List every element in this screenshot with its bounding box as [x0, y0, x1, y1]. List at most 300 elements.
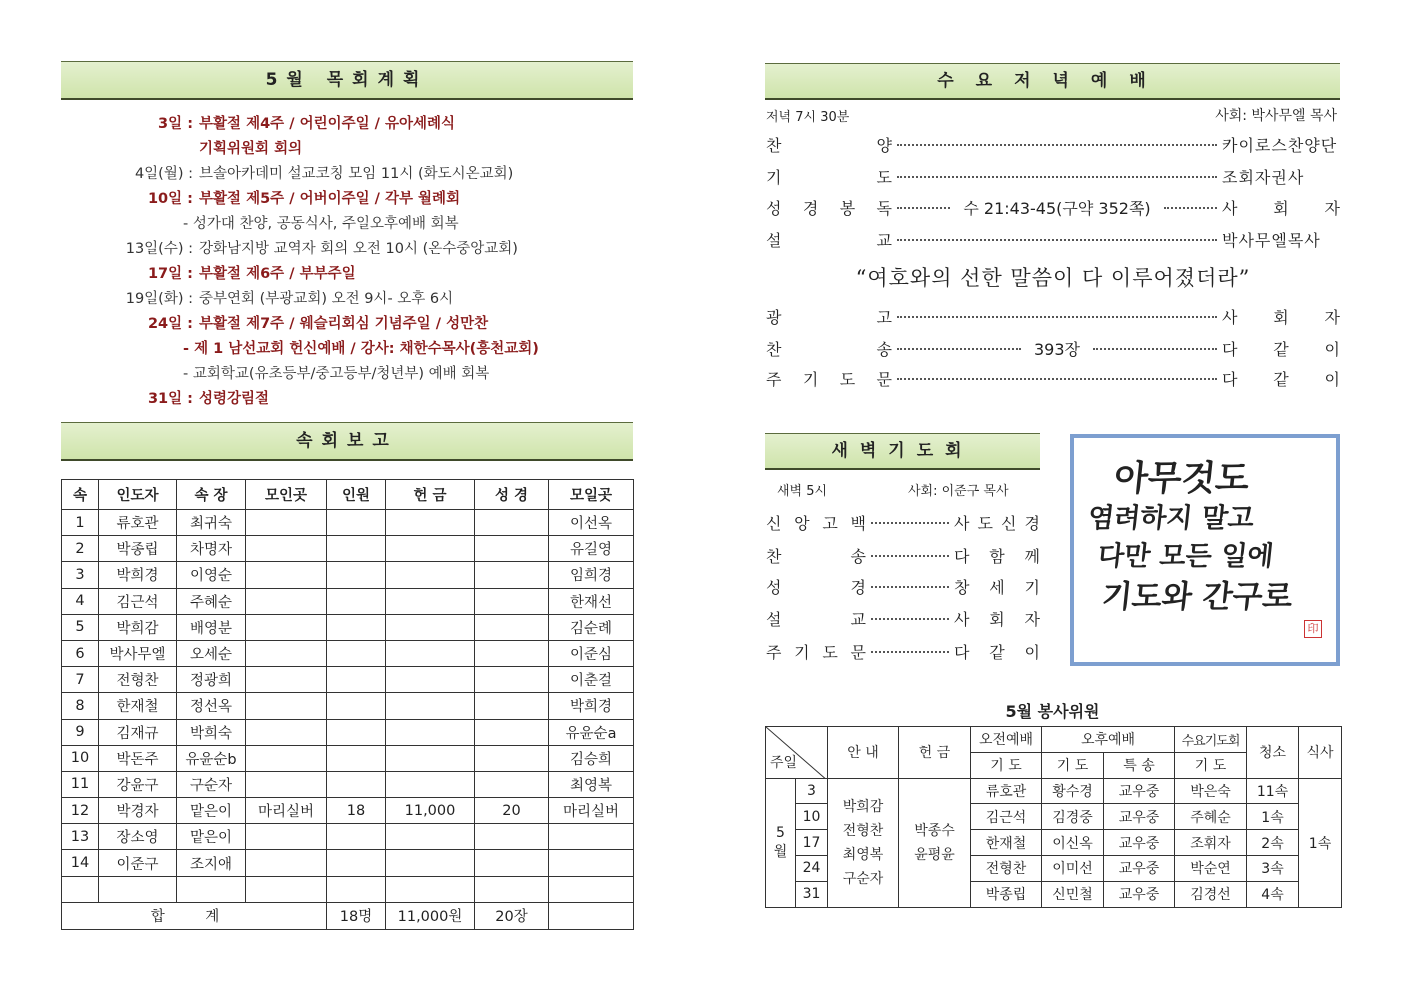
table-cell: 박종립: [99, 536, 177, 562]
table-cell: [327, 824, 386, 850]
dawn-label: 성 경: [766, 578, 866, 597]
morning-prayer-cell: 전형찬: [971, 855, 1042, 881]
order-value: 사 회 자: [1222, 199, 1341, 218]
table-cell: [475, 588, 549, 614]
dawn-row: [766, 575, 1040, 598]
plan-item-date: 24일 :: [147, 316, 193, 332]
wed-prayer-cell: 박순연: [1175, 855, 1247, 881]
date-cell: 3: [796, 778, 828, 804]
afternoon-prayer-cell: 이신옥: [1042, 830, 1104, 856]
leader-dots: [897, 348, 1021, 350]
dawn-label: 신 앙 고 백: [766, 514, 866, 533]
dawn-value: 창 세 기: [954, 578, 1040, 597]
dawn-label: 주 기 도 문: [766, 643, 866, 662]
table-cell: 7: [62, 667, 99, 693]
plan-item-date: 3일 :: [158, 116, 193, 132]
plan-item: [61, 237, 518, 258]
table-cell: 강윤구: [99, 771, 177, 797]
table-cell: 맡은이: [177, 824, 246, 850]
plan-item-date: 17일 :: [147, 266, 193, 282]
table-cell: [246, 510, 327, 536]
table-row: [62, 562, 634, 588]
table-cell: 한재철: [99, 693, 177, 719]
table-cell: 박희감: [99, 614, 177, 640]
table-cell: [327, 562, 386, 588]
special-song-cell: 교우중: [1104, 830, 1175, 856]
table-cell: [475, 614, 549, 640]
table-cell: 박돈주: [99, 745, 177, 771]
plan-item-date: 13일(수) :: [125, 241, 193, 257]
morning-prayer-cell: 박종립: [971, 881, 1042, 907]
table-cell: 12: [62, 798, 99, 824]
table-cell: 이영순: [177, 562, 246, 588]
table-cell: [99, 876, 177, 902]
volunteer-title: 5월 봉사위원: [1005, 702, 1100, 721]
table-cell: 박사무엘: [99, 640, 177, 666]
table-cell: 최영복: [549, 771, 634, 797]
plan-item: [61, 162, 513, 183]
table-cell: [386, 876, 475, 902]
table-cell: 11: [62, 771, 99, 797]
table-row: [62, 745, 634, 771]
table-cell: 박경자: [99, 798, 177, 824]
order-value: 카이로스찬양단: [1222, 136, 1338, 155]
plan-item-date: 10일 :: [147, 191, 193, 207]
order-label: 찬 송: [766, 340, 892, 359]
plan-item: [61, 262, 356, 283]
table-row: [62, 850, 634, 876]
table-cell: [246, 850, 327, 876]
plan-item: [61, 187, 460, 208]
table-cell: [549, 876, 634, 902]
week-header: 주일: [770, 754, 798, 771]
dawn-label: 설 교: [766, 610, 866, 629]
table-cell: 정광희: [177, 667, 246, 693]
leader-dots: [871, 651, 949, 653]
col-header: 인도자: [99, 480, 177, 510]
sermon-title: “여호와의 선한 말씀이 다 이루어졌더라”: [855, 266, 1251, 290]
table-row: [62, 510, 634, 536]
table-cell: [475, 640, 549, 666]
table-cell: 박희경: [549, 693, 634, 719]
prayer-header: 기 도: [1042, 752, 1104, 778]
report-title-bar: [61, 422, 633, 461]
afternoon-prayer-cell: 신민철: [1042, 881, 1104, 907]
order-label: 광 고: [766, 308, 892, 327]
table-cell: [386, 693, 475, 719]
total-people: 18명: [327, 902, 386, 929]
table-cell: 마리실버: [246, 798, 327, 824]
order-detail: 393장: [1034, 340, 1080, 359]
table-cell: [475, 745, 549, 771]
month-cell: 5 월: [766, 778, 796, 907]
plan-item-text: - 교회학교(유초등부/중고등부/청년부) 예배 회복: [183, 366, 490, 382]
table-cell: 18: [327, 798, 386, 824]
guide-header: 안 내: [828, 727, 899, 779]
table-cell: [246, 693, 327, 719]
table-cell: 최귀숙: [177, 510, 246, 536]
table-cell: [386, 614, 475, 640]
table-cell: 5: [62, 614, 99, 640]
table-cell: [246, 614, 327, 640]
table-row: [62, 771, 634, 797]
leader-dots: [871, 522, 949, 524]
plan-item: [61, 137, 302, 158]
leader-dots: [871, 618, 949, 620]
table-cell: 장소영: [99, 824, 177, 850]
date-cell: 10: [796, 804, 828, 830]
order-value: 다 같 이: [1222, 340, 1340, 359]
plan-title: 5월 목회계획: [265, 70, 429, 90]
table-cell: [327, 536, 386, 562]
table-cell: 주혜순: [177, 588, 246, 614]
table-cell: 정선옥: [177, 693, 246, 719]
table-cell: [246, 824, 327, 850]
order-row: [766, 367, 1340, 390]
col-header: 모일곳: [549, 480, 634, 510]
meal-cell: 1속: [1299, 778, 1342, 907]
cleaning-cell: 11속: [1247, 778, 1299, 804]
table-row: [62, 719, 634, 745]
table-cell: [327, 850, 386, 876]
prayer-header: 기 도: [1175, 752, 1247, 778]
table-cell: 4: [62, 588, 99, 614]
table-cell: [327, 771, 386, 797]
offering-header: 헌 금: [899, 727, 971, 779]
cleaning-cell: 1속: [1247, 804, 1299, 830]
meal-header: 식사: [1299, 727, 1342, 779]
wednesday-host: 사회: 박사무엘 목사: [1215, 108, 1337, 124]
plan-item-text: 기획위원회 회의: [199, 141, 303, 157]
calligraphy-line-3: 다만 모든 일에: [1096, 541, 1275, 572]
total-label: 합 계: [62, 902, 327, 929]
calligraphy-image: [1070, 434, 1340, 666]
table-cell: 구순자: [177, 771, 246, 797]
table-row: [62, 824, 634, 850]
wednesday-title: 수요저녁예배: [937, 71, 1168, 91]
table-cell: [386, 771, 475, 797]
table-row: [62, 640, 634, 666]
dawn-title-bar: [765, 433, 1040, 470]
table-cell: [246, 640, 327, 666]
dawn-row: [766, 544, 1040, 567]
total-bible: 20장: [475, 902, 549, 929]
dawn-row: [766, 640, 1040, 663]
morning-prayer-cell: 김근석: [971, 804, 1042, 830]
wed-prayer-cell: 김경선: [1175, 881, 1247, 907]
table-cell: 1: [62, 510, 99, 536]
col-header: 인원: [327, 480, 386, 510]
plan-item-date: 19일(화) :: [125, 291, 193, 307]
plan-item-text: 부활절 제4주 / 어린이주일 / 유아세례식: [199, 116, 456, 132]
table-cell: 이준구: [99, 850, 177, 876]
volunteer-header-row-1: [766, 727, 1342, 753]
plan-item-text: 중부연회 (부광교회) 오전 9시- 오후 6시: [199, 291, 454, 307]
table-cell: 조지애: [177, 850, 246, 876]
plan-item-text: - 제 1 남선교회 헌신예배 / 강사: 채한수목사(흥천교회): [183, 341, 539, 357]
table-cell: [475, 876, 549, 902]
table-cell: 김승희: [549, 745, 634, 771]
table-row: [62, 536, 634, 562]
plan-item-text: 성령강림절: [199, 391, 270, 407]
plan-item-date: 31일 :: [147, 391, 193, 407]
calligraphy-line-2: 염려하지 말고: [1086, 503, 1256, 534]
table-cell: 이준심: [549, 640, 634, 666]
table-cell: [246, 667, 327, 693]
table-cell: [386, 536, 475, 562]
table-cell: [549, 824, 634, 850]
dawn-value: 다 같 이: [954, 643, 1040, 662]
plan-item-text: 강화남지방 교역자 회의 오전 10시 (온수중앙교회): [199, 241, 518, 257]
plan-item: [61, 387, 269, 408]
order-value: 박사무엘목사: [1222, 231, 1321, 250]
table-cell: [386, 667, 475, 693]
table-cell: 3: [62, 562, 99, 588]
week-header-cell: [766, 727, 828, 779]
table-cell: [246, 876, 327, 902]
table-cell: [386, 588, 475, 614]
total-offering: 11,000원: [386, 902, 475, 929]
report-title: 속회보고: [296, 431, 398, 451]
plan-title-bar: [61, 61, 633, 100]
leader-dots: [1093, 348, 1217, 350]
leader-dots: [897, 239, 1217, 241]
table-cell: 이춘걸: [549, 667, 634, 693]
afternoon-prayer-cell: 황수경: [1042, 778, 1104, 804]
leader-dots: [871, 586, 949, 588]
morning-prayer-cell: 류호관: [971, 778, 1042, 804]
table-row: [62, 693, 634, 719]
leader-dots: [897, 378, 1217, 380]
table-cell: 8: [62, 693, 99, 719]
afternoon-header: 오후예배: [1042, 727, 1175, 753]
order-value: 조회자권사: [1222, 168, 1305, 187]
table-cell: 박희숙: [177, 719, 246, 745]
plan-item-text: 부활절 제7주 / 웨슬리회심 기념주일 / 성만찬: [199, 316, 489, 332]
table-cell: [475, 719, 549, 745]
table-cell: [246, 719, 327, 745]
calligraphy-seal: 印: [1304, 620, 1322, 638]
table-cell: 9: [62, 719, 99, 745]
plan-item: [61, 362, 489, 383]
dawn-label: 찬 송: [766, 547, 866, 566]
table-cell: 임희경: [549, 562, 634, 588]
leader-dots: [871, 555, 949, 557]
wed-prayer-cell: 주혜순: [1175, 804, 1247, 830]
table-cell: 20: [475, 798, 549, 824]
order-value: 사 회 자: [1222, 308, 1340, 327]
table-row: [62, 876, 634, 902]
col-header: 속 장: [177, 480, 246, 510]
wed-prayer-cell: 조휘자: [1175, 830, 1247, 856]
date-cell: 17: [796, 830, 828, 856]
plan-item-text: 부활절 제6주 / 부부주일: [199, 266, 356, 282]
table-cell: 유윤순b: [177, 745, 246, 771]
order-label: 찬 양: [766, 136, 892, 155]
guide-cell: 박희감 전형찬 최영복 구순자: [828, 778, 899, 907]
dawn-value: 사 회 자: [954, 610, 1040, 629]
special-header: 특 송: [1104, 752, 1175, 778]
table-cell: 한재선: [549, 588, 634, 614]
order-label: 설 교: [766, 231, 892, 250]
table-cell: [549, 850, 634, 876]
table-cell: [246, 745, 327, 771]
table-cell: 김재규: [99, 719, 177, 745]
leader-dots: [897, 176, 1217, 178]
table-cell: 6: [62, 640, 99, 666]
table-cell: [246, 771, 327, 797]
table-cell: [386, 745, 475, 771]
table-cell: [386, 719, 475, 745]
afternoon-prayer-cell: 김경중: [1042, 804, 1104, 830]
table-cell: 류호관: [99, 510, 177, 536]
calligraphy-line-1: 아무것도: [1111, 458, 1252, 499]
leader-dots: [897, 144, 1217, 146]
table-cell: [246, 588, 327, 614]
afternoon-prayer-cell: 이미선: [1042, 855, 1104, 881]
cell-report-table: [61, 479, 634, 930]
wednesday-title-bar: [765, 63, 1340, 100]
table-cell: [327, 510, 386, 536]
order-label: 성 경 봉 독: [766, 199, 892, 218]
table-cell: 마리실버: [549, 798, 634, 824]
table-row: [62, 667, 634, 693]
table-cell: [386, 640, 475, 666]
cleaning-cell: 4속: [1247, 881, 1299, 907]
table-cell: [246, 562, 327, 588]
leader-dots: [897, 316, 1217, 318]
table-cell: [475, 693, 549, 719]
table-cell: [327, 876, 386, 902]
table-cell: [246, 536, 327, 562]
table-cell: [327, 693, 386, 719]
table-cell: [327, 614, 386, 640]
report-header-row: [62, 480, 634, 510]
dawn-value: 다 함 께: [954, 547, 1040, 566]
dawn-row: [766, 511, 1040, 534]
table-cell: [386, 510, 475, 536]
table-cell: 오세순: [177, 640, 246, 666]
leader-dots: [1164, 207, 1217, 209]
special-song-cell: 교우중: [1104, 804, 1175, 830]
table-cell: [386, 824, 475, 850]
volunteer-row: [766, 778, 1342, 804]
table-cell: [475, 850, 549, 876]
prayer-header: 기 도: [971, 752, 1042, 778]
dawn-row: [766, 607, 1040, 630]
calligraphy-line-4: 기도와 간구로: [1100, 579, 1295, 615]
plan-item-text: 브솔아카데미 설교코칭 모임 11시 (화도시온교회): [199, 166, 514, 182]
wednesday-time: 저녁 7시 30분: [766, 110, 850, 125]
table-cell: [475, 771, 549, 797]
dawn-value: 사 도 신 경: [954, 514, 1040, 533]
dawn-host: 사회: 이준구 목사: [908, 484, 1009, 499]
order-detail: 수 21:43-45(구약 352쪽): [963, 199, 1151, 218]
date-cell: 24: [796, 855, 828, 881]
cleaning-header: 청소: [1247, 727, 1299, 779]
table-cell: [327, 719, 386, 745]
plan-item: [61, 212, 459, 233]
table-cell: 유길영: [549, 536, 634, 562]
table-row: [62, 614, 634, 640]
order-label: 주 기 도 문: [766, 370, 892, 389]
offering-cell: 박종수 윤평윤: [899, 778, 971, 907]
special-song-cell: 교우중: [1104, 778, 1175, 804]
plan-item: [61, 112, 455, 133]
order-row: [766, 337, 1340, 360]
table-cell: 유윤순a: [549, 719, 634, 745]
table-cell: [62, 876, 99, 902]
volunteer-table: [765, 726, 1342, 908]
table-cell: 김근석: [99, 588, 177, 614]
plan-item-text: - 성가대 찬양, 공동식사, 주일오후예배 회복: [183, 216, 459, 232]
special-song-cell: 교우중: [1104, 881, 1175, 907]
table-cell: 13: [62, 824, 99, 850]
table-row: [62, 588, 634, 614]
col-header: 모인곳: [246, 480, 327, 510]
table-cell: 맡은이: [177, 798, 246, 824]
table-cell: 차명자: [177, 536, 246, 562]
morning-header: 오전예배: [971, 727, 1042, 753]
total-empty: [549, 902, 634, 929]
plan-item-date: 4일(월) :: [134, 166, 193, 182]
table-cell: [475, 536, 549, 562]
table-cell: 14: [62, 850, 99, 876]
wed-prayer-cell: 박은숙: [1175, 778, 1247, 804]
table-cell: 박희경: [99, 562, 177, 588]
table-cell: [386, 850, 475, 876]
order-value: 다 같 이: [1222, 370, 1340, 389]
date-cell: 31: [796, 881, 828, 907]
table-cell: 11,000: [386, 798, 475, 824]
order-row: [766, 305, 1340, 328]
table-cell: 이선옥: [549, 510, 634, 536]
table-cell: 2: [62, 536, 99, 562]
table-cell: 김순례: [549, 614, 634, 640]
table-cell: [386, 562, 475, 588]
plan-item: [61, 337, 539, 358]
table-cell: [177, 876, 246, 902]
special-song-cell: 교우중: [1104, 855, 1175, 881]
report-total-row: [62, 902, 634, 929]
order-row: [766, 228, 1340, 251]
cleaning-cell: 3속: [1247, 855, 1299, 881]
morning-prayer-cell: 한재철: [971, 830, 1042, 856]
table-cell: [327, 640, 386, 666]
order-row: [766, 196, 1340, 219]
dawn-time: 새벽 5시: [777, 484, 828, 499]
cleaning-cell: 2속: [1247, 830, 1299, 856]
table-cell: [475, 824, 549, 850]
table-cell: [475, 562, 549, 588]
table-cell: [475, 667, 549, 693]
order-row: [766, 133, 1340, 156]
order-label: 기 도: [766, 168, 892, 187]
col-header: 헌 금: [386, 480, 475, 510]
plan-item: [61, 287, 453, 308]
order-row: [766, 165, 1340, 188]
table-cell: [327, 745, 386, 771]
table-cell: [327, 588, 386, 614]
col-header: 성 경: [475, 480, 549, 510]
table-cell: 전형찬: [99, 667, 177, 693]
table-cell: [475, 510, 549, 536]
dawn-title: 새벽기도회: [831, 441, 974, 461]
plan-item: [61, 312, 488, 333]
table-cell: 배영분: [177, 614, 246, 640]
table-cell: 10: [62, 745, 99, 771]
col-header: 속: [62, 480, 99, 510]
